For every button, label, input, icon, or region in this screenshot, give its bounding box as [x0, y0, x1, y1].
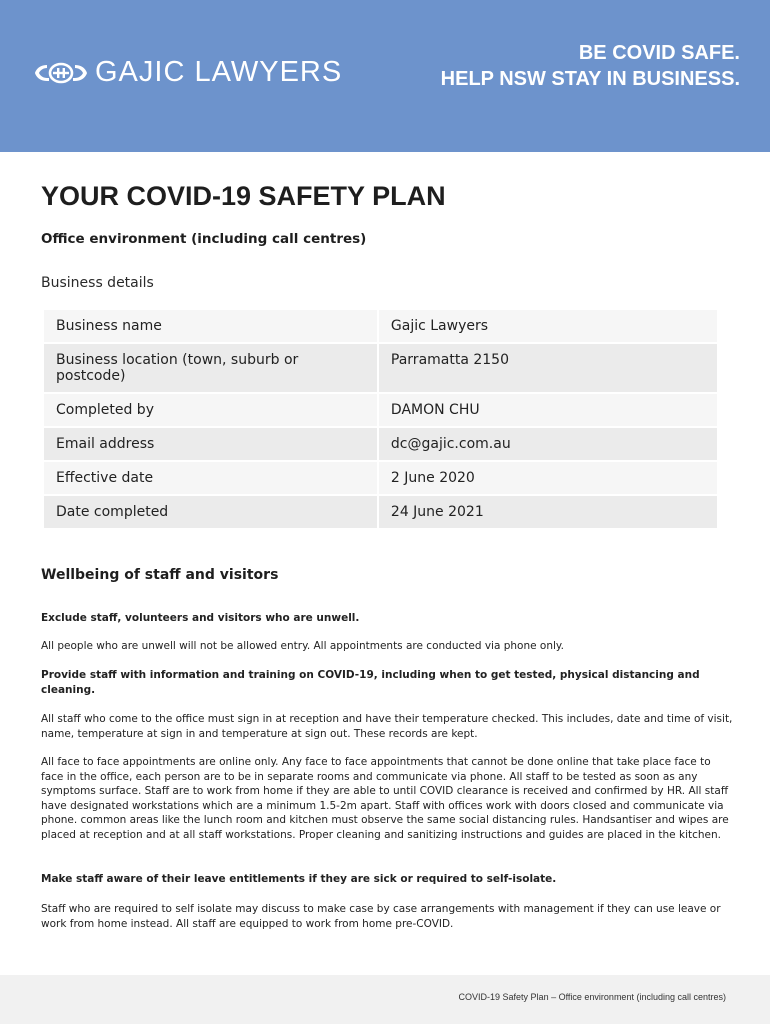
page-footer: [0, 975, 770, 1024]
guideline-leave-entitlements: Make staff aware of their leave entitlements if they are sick or required to self-isolate.: [41, 873, 557, 885]
logo-text: GAJIC LAWYERS: [95, 56, 343, 88]
table-row: [44, 496, 717, 528]
date-completed-value: 24 June 2021: [379, 496, 717, 528]
business-name-label: Business name: [44, 310, 377, 342]
effective-date-value: 2 June 2020: [379, 462, 717, 494]
completed-by-label: Completed by: [44, 394, 377, 426]
response-appointments: All face to face appointments are online only. Any face to face appointments that cannot be done online that take place face to face in the office, each person are to be in separate rooms and communicate via phone. All staff to be tested as soon as any symptoms surface. Staff are to work from home if they are able to until COVID clearance is received and confirmed by HR. All staff have designated workstations which are a minimum 1.5-2m apart. Staff with offices work with doors closed and communicate via phone. common areas like the lunch room and kitchen must observe the same social distancing rules. Handsantiser and wipes are placed at reception and at all staff workstations. Proper cleaning and sanitizing instructions and guides are placed in the kitchen.: [41, 756, 729, 841]
response-exclude-unwell: All people who are unwell will not be allowed entry. All appointments are conducted via phone only.: [41, 640, 564, 652]
email-address-label: Email address: [44, 428, 377, 460]
business-name-value: Gajic Lawyers: [379, 310, 717, 342]
effective-date-label: Effective date: [44, 462, 377, 494]
business-location-label: Business location (town, suburb or postcode): [44, 344, 377, 392]
table-row: [44, 344, 717, 392]
gajic-logo-icon: [33, 59, 89, 87]
table-row: [44, 462, 717, 494]
business-location-value: Parramatta 2150: [379, 344, 717, 392]
table-row: [44, 428, 717, 460]
wellbeing-heading: Wellbeing of staff and visitors: [41, 567, 279, 583]
page-title: YOUR COVID-19 SAFETY PLAN: [41, 181, 446, 211]
email-address-value: dc@gajic.com.au: [379, 428, 717, 460]
header-banner: [0, 0, 770, 152]
page-subtitle: Office environment (including call centres): [41, 231, 367, 247]
slogan-line-1: BE COVID SAFE.: [578, 42, 740, 64]
table-row: [44, 310, 717, 342]
response-self-isolate: Staff who are required to self isolate may discuss to make case by case arrangements with management if they can use leave or work from home instead. All staff are equipped to work from home pre-COVID.: [41, 903, 721, 930]
guideline-staff-training: Provide staff with information and training on COVID-19, including when to get tested, physical distancing and cleaning.: [41, 669, 700, 696]
completed-by-value: DAMON CHU: [379, 394, 717, 426]
response-sign-in: All staff who come to the office must sign in at reception and have their temperature checked. This includes, date and time of visit, name, temperature at sign in and temperature at sign out. These records are kept.: [41, 713, 733, 740]
slogan-line-2: HELP NSW STAY IN BUSINESS.: [440, 68, 740, 90]
date-completed-label: Date completed: [44, 496, 377, 528]
footer-text: COVID-19 Safety Plan – Office environment (including call centres): [458, 992, 726, 1002]
logo: [33, 58, 342, 87]
table-row: [44, 394, 717, 426]
slogan: [441, 40, 740, 92]
guideline-exclude-unwell: Exclude staff, volunteers and visitors who are unwell.: [41, 612, 360, 624]
business-details-label: Business details: [41, 275, 154, 291]
business-details-table: [42, 308, 719, 530]
